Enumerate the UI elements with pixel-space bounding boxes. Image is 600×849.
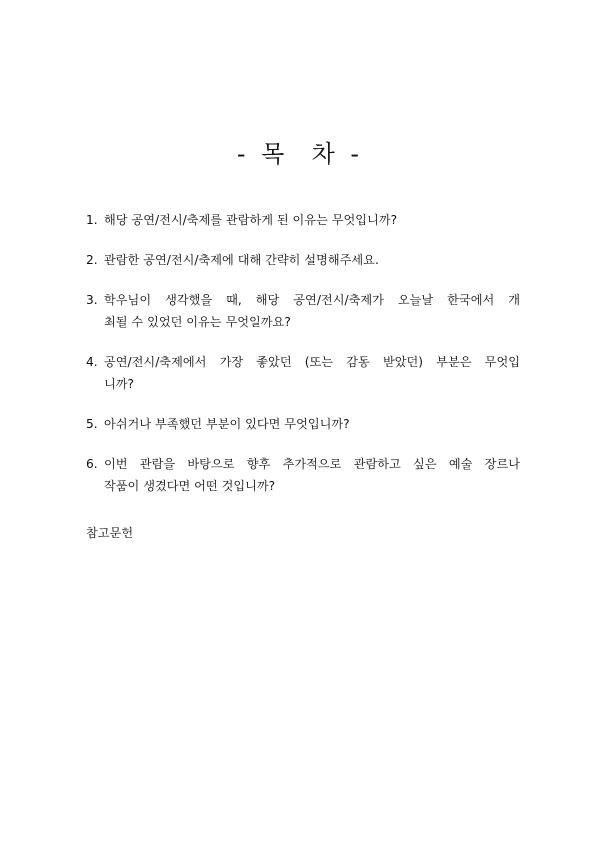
toc-item-line: 이번 관람을 바탕으로 향후 추가적으로 관람하고 싶은 예술 장르나 (104, 457, 520, 471)
toc-list (86, 209, 520, 497)
toc-item-number: 5. (86, 417, 98, 431)
toc-item-5 (86, 413, 520, 435)
toc-item-number: 4. (86, 355, 98, 369)
toc-item-6 (86, 453, 520, 497)
toc-item-line: 공연/전시/축제에서 가장 좋았던 (또는 감동 받았던) 부분은 무엇입 (104, 355, 520, 369)
toc-item-2 (86, 249, 520, 271)
toc-item-number: 6. (86, 457, 98, 471)
toc-item-line: 아쉬거나 부족했던 부분이 있다면 무엇입니까? (104, 417, 350, 431)
toc-title: - 목 차 - (236, 140, 364, 168)
toc-item-line: 최될 수 있었던 이유는 무엇일까요? (104, 315, 291, 329)
toc-item-1 (86, 209, 520, 231)
toc-item-number: 1. (86, 213, 98, 227)
toc-item-text (104, 289, 520, 333)
toc-item-text (104, 453, 520, 497)
toc-item-line: 학우님이 생각했을 때, 해당 공연/전시/축제가 오늘날 한국에서 개 (104, 293, 520, 307)
toc-item-text (104, 413, 520, 435)
toc-item-text (104, 351, 520, 395)
toc-item-number: 3. (86, 293, 98, 307)
toc-item-line: 관람한 공연/전시/축제에 대해 간략히 설명해주세요. (104, 253, 379, 267)
toc-item-4 (86, 351, 520, 395)
toc-item-number: 2. (86, 253, 98, 267)
toc-item-text (104, 209, 520, 231)
toc-item-line: 니까? (104, 377, 135, 391)
references-heading: 참고문헌 (86, 526, 134, 540)
toc-item-line: 해당 공연/전시/축제를 관람하게 된 이유는 무엇입니까? (104, 213, 398, 227)
toc-item-line: 작품이 생겼다면 어떤 것입니까? (104, 479, 276, 493)
toc-item-3 (86, 289, 520, 333)
toc-item-text (104, 249, 520, 271)
